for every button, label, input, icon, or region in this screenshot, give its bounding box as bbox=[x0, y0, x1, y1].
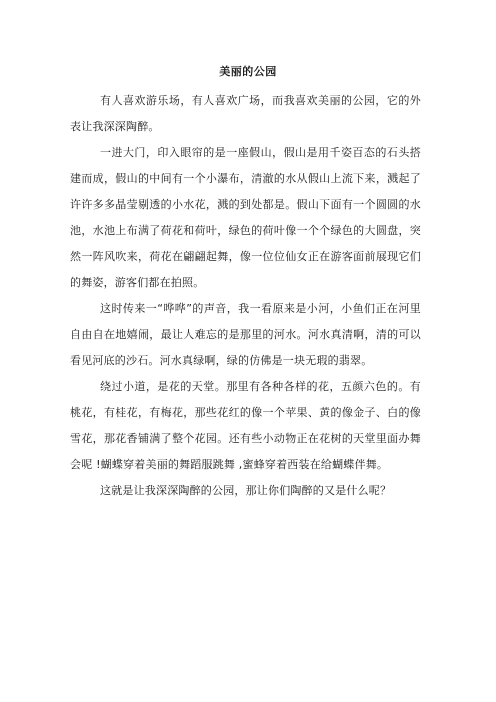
document-title: 美丽的公园 bbox=[219, 65, 277, 78]
paragraph-4: 绕过小道，是花的天堂。那里有各种各样的花，五颜六色的。有桃花，有桂花，有梅花，那些花红的像一个苹果、黄的像金子、白的像雪花，那花香铺满了整个花园。还有些小动物正在花树的天堂里面办舞会呢 !蝴蝶穿着美丽的舞蹈服跳舞 ,蜜蜂穿着西装在给蝴蝶伴舞。 bbox=[70, 380, 421, 471]
paragraph-5: 这就是让我深深陶醉的公园，那让你们陶醉的又是什么呢？ bbox=[100, 484, 392, 497]
paragraph-2: 一进大门，印入眼帘的是一座假山，假山是用千姿百态的石头搭建而成，假山的中间有一个小瀑布，清澈的水从假山上流下来，溅起了许许多多晶莹剔透的小水花，溅的到处都是。假山下面有一个圆圆的水池，水池上布满了荷花和荷叶，绿色的荷叶像一个个绿色的大圆盘，突然一阵风吹来，荷花在翩翩起舞，像一位位仙女正在游客面前展现它们的舞姿，游客们都在拍照。 bbox=[70, 146, 421, 289]
paragraph-3: 这时传来一“哗哗”的声音，我一看原来是小河，小鱼们正在河里自由自在地嬉闹，最让人难忘的是那里的河水。河水真清啊，清的可以看见河底的沙石。河水真绿啊，绿的仿佛是一块无瑕的翡翠。 bbox=[70, 302, 421, 367]
document-body bbox=[70, 88, 421, 504]
paragraph-1: 有人喜欢游乐场，有人喜欢广场，而我喜欢美丽的公园，它的外表让我深深陶醉。 bbox=[70, 94, 421, 133]
